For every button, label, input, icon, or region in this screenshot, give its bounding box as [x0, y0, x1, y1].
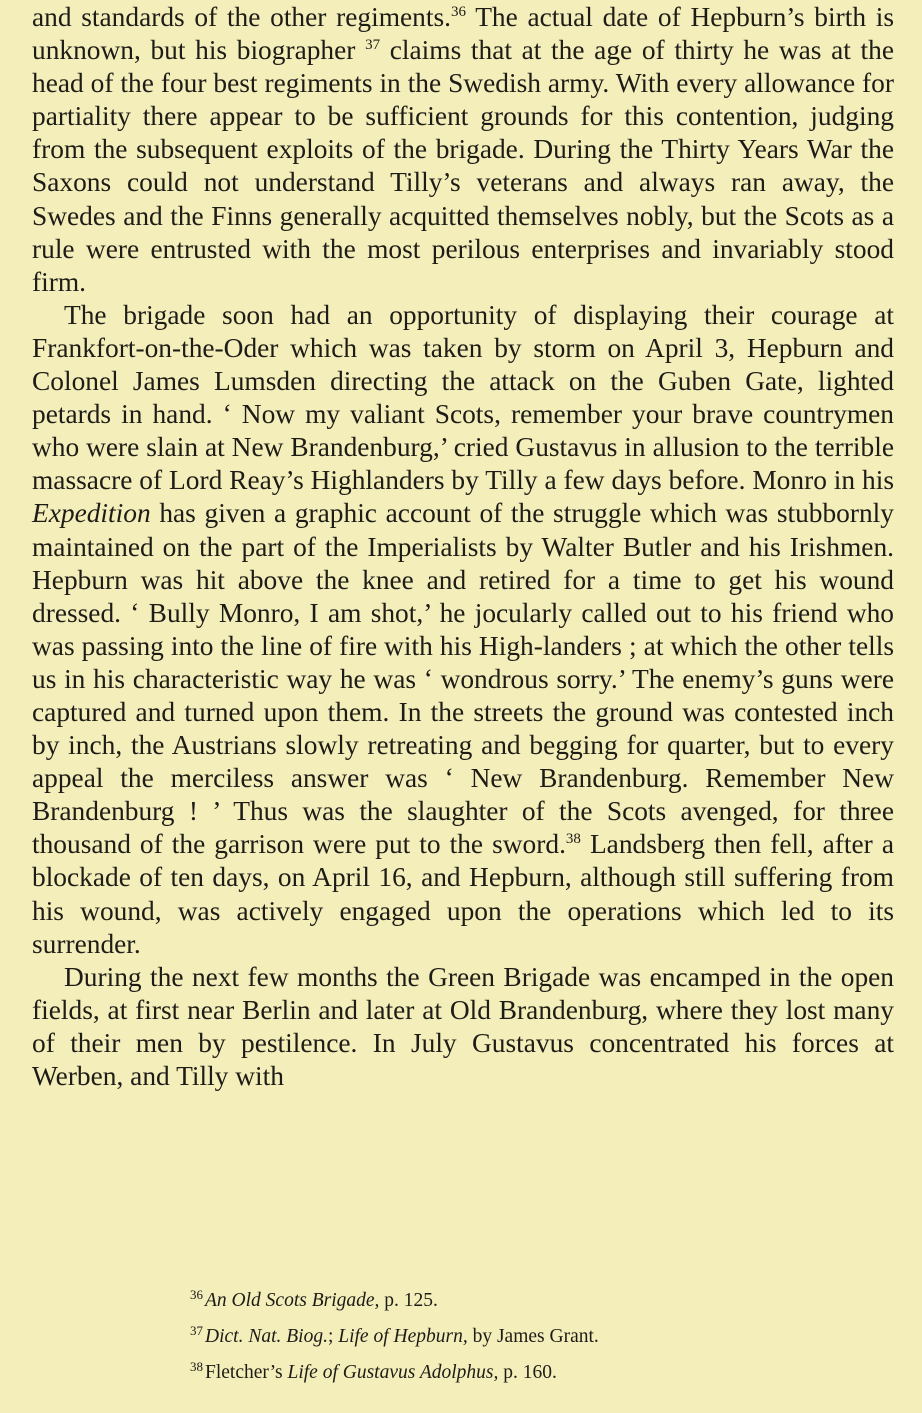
footnote-number: 37: [190, 1322, 203, 1338]
footnote-text: [205, 1326, 599, 1347]
footnote-ref: 38: [565, 831, 581, 848]
paragraph-1: [32, 1, 894, 299]
footnote-text: [205, 1290, 438, 1311]
italic-text: Dict. Nat. Biog.: [205, 1326, 328, 1347]
text-run: has given a graphic account of the struggle which was stubbornly maintained on the part of the Imperialists by Walter Butler and his Irishmen. Hepburn was hit above the knee and retired for a time to get his wound dressed. ‘ Bully Monro, I am shot,’ he jocularly called out to his friend who was passing into the line of fire with his High-landers ; at which the other tells us in his characteristic way he was ‘ wondrous sorry.’ The enemy’s guns were captured and turned upon them. In the streets the ground was contested inch by inch, the Austrians slowly retreating and begging for quarter, but to every appeal the merciless answer was ‘ New Brandenburg. Remember New Brandenburg ! ’ Thus was the slaughter of the Scots avenged, for three thousand of the garrison were put to the sword.: [32, 498, 894, 860]
footnote-text: [205, 1362, 557, 1383]
footnote-number: 36: [190, 1286, 203, 1302]
italic-text: Life of Gustavus Adolphus,: [287, 1362, 499, 1383]
footnote-38: [190, 1355, 599, 1391]
text-run: and standards of the other regiments.: [32, 2, 451, 32]
text-run: The brigade soon had an opportunity of displaying their courage at Frankfort-on-the-Oder which was taken by storm on April 3, Hepburn and Colonel James Lumsden directing the attack on the Guben Gate, lighted petards in hand. ‘ Now my valiant Scots, remember your brave countrymen who were slain at New Brandenburg,’ cried Gustavus in allusion to the terrible massacre of Lord Reay’s Highlanders by Tilly a few days before. Monro in his: [32, 299, 894, 496]
text-run: p. 160.: [498, 1362, 557, 1383]
paragraph-3: [32, 961, 894, 1093]
text-run: Landsberg then fell, after a blockade of ten days, on April 16, and Hepburn, although still suffering from his wound, was actively engaged upon the operations which led to its surrender.: [32, 829, 894, 959]
italic-text: An Old Scots Brigade,: [205, 1290, 380, 1311]
footnotes: [190, 1283, 599, 1391]
italic-text: Life of Hepburn,: [338, 1326, 468, 1347]
footnote-number: 38: [190, 1358, 203, 1374]
text-run: p. 125.: [379, 1290, 438, 1311]
text-run: The actual date of Hepburn’s birth is unknown, but his biographer: [32, 2, 894, 66]
footnote-37: [190, 1319, 599, 1355]
footnote-36: [190, 1283, 599, 1319]
text-run: by James Grant.: [467, 1326, 599, 1347]
footnote-ref: 36: [450, 3, 466, 20]
footnote-ref: 37: [365, 36, 381, 53]
text-run: During the next few months the Green Brigade was encamped in the open fields, at first near Berlin and later at Old Brandenburg, where they lost many of their men by pestilence. In July Gustavus concentrated his forces at Werben, and Tilly with: [32, 961, 894, 1091]
text-run: ;: [327, 1326, 339, 1347]
text-run: claims that at the age of thirty he was at the head of the four best regiments in the Swedish army. With every allowance for partiality there appear to be sufficient grounds for this contention, judging from the subsequent exploits of the brigade. During the Thirty Years War the Saxons could not understand Tilly’s veterans and always ran away, the Swedes and the Finns generally acquitted themselves nobly, but the Scots as a rule were entrusted with the most perilous enterprises and invariably stood firm.: [32, 35, 894, 297]
paragraph-2: [32, 299, 894, 961]
italic-text: Expedition: [32, 498, 151, 529]
body-text: [32, 1, 894, 1093]
text-run: Fletcher’s: [205, 1362, 288, 1383]
